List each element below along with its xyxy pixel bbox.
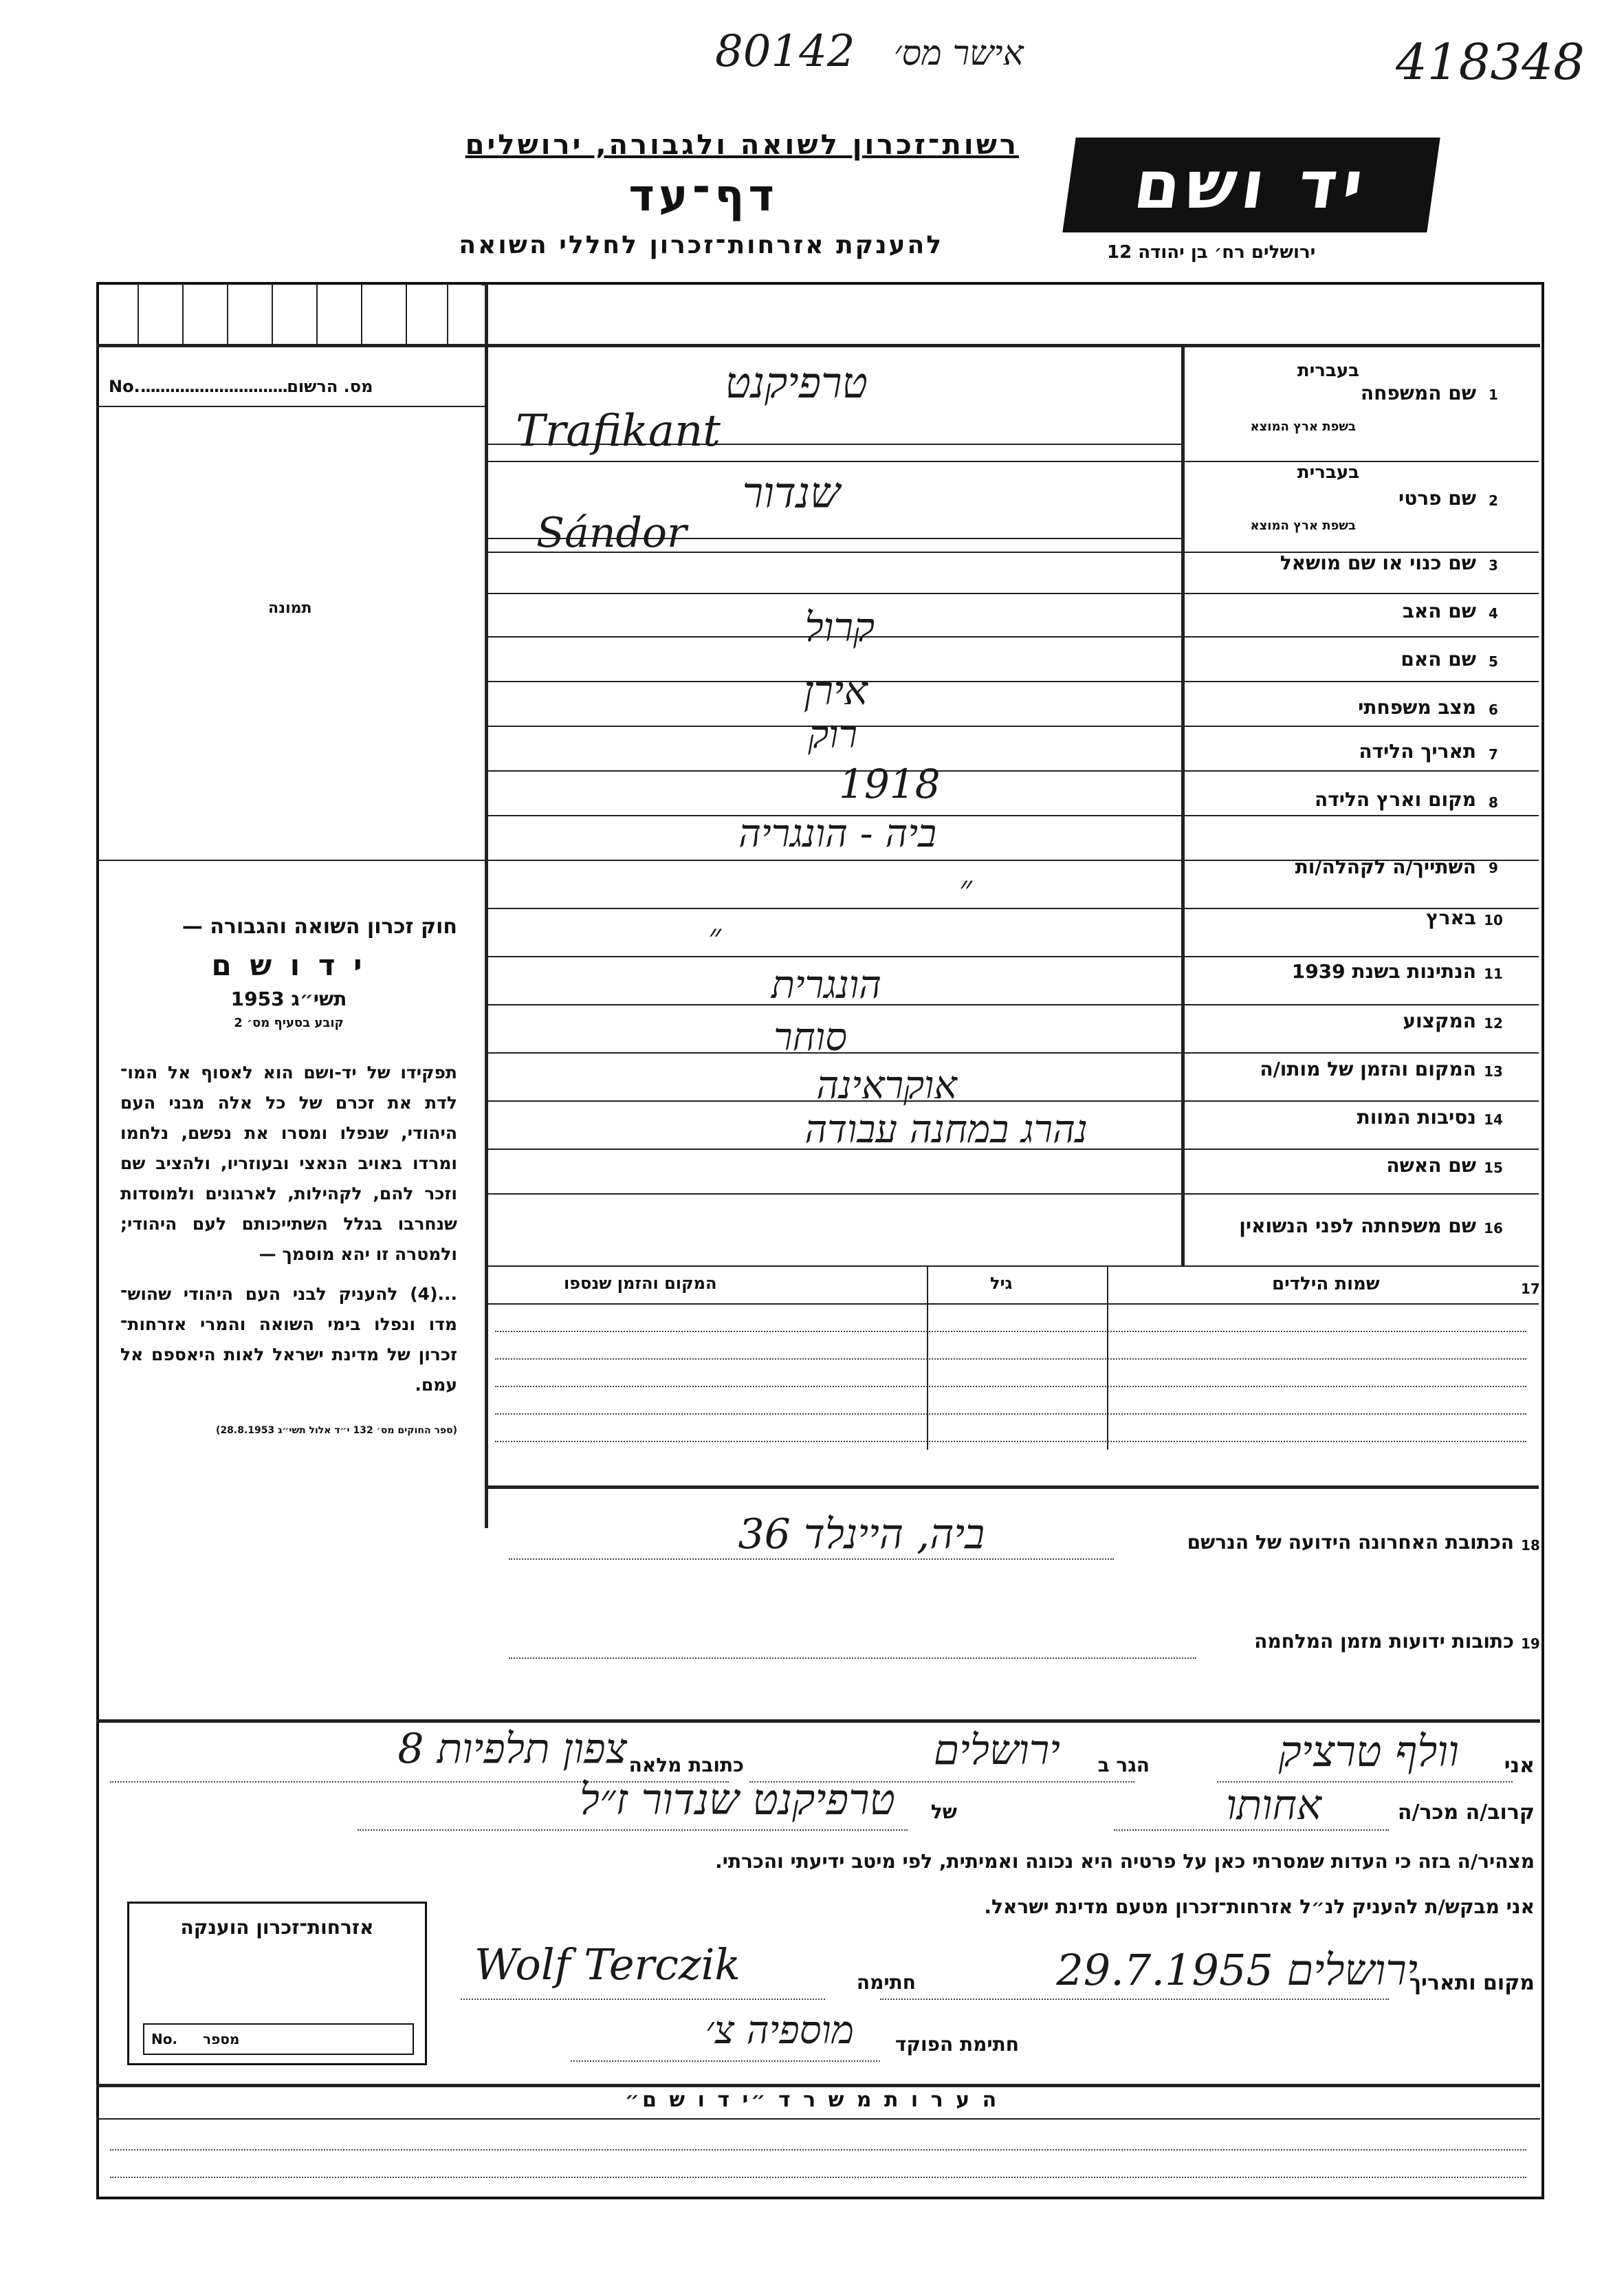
field-9-label: השתייך/ה לקהלה/ות [1295, 856, 1476, 878]
field-5-label: שם האם [1401, 648, 1476, 671]
field-12-value: סוחר [773, 1015, 847, 1060]
field-1-sub-origin: בשפת ארץ המוצא [1250, 420, 1356, 434]
field-15-num: 15 [1484, 1160, 1503, 1176]
field-2-value: שנדור [742, 468, 840, 518]
decl-of: של [930, 1800, 957, 1823]
children-col-place: המקום והזמן שנספו [564, 1274, 717, 1293]
field-8-num: 8 [1489, 794, 1498, 811]
field-16-num: 16 [1484, 1220, 1503, 1237]
field-9-value: ״ [959, 868, 972, 908]
children-col-age: גיל [990, 1274, 1013, 1293]
field-13-label: המקום והזמן של מותו/ה [1260, 1058, 1476, 1080]
decl-statement-1: מצהיר/ה בזה כי העדות שמסרתי כאן על פרטיה היא נכונה ואמיתית, לפי מיטב ידיעתי והכרתי. [715, 1850, 1535, 1873]
field-4-num: 4 [1489, 605, 1498, 622]
field-14-num: 14 [1484, 1111, 1503, 1128]
field-6-value: רוק [808, 712, 857, 757]
field-4-label: שם האב [1402, 600, 1476, 622]
field-7-label: תאריך הלידה [1359, 740, 1476, 763]
decl-officer-label: חתימת הפוקד [895, 2033, 1019, 2056]
top-number-right: 418348 [1396, 33, 1585, 91]
decl-place-date: ירושלים 29.7.1955 [1056, 1945, 1418, 1995]
award-box-no-heb: מספר [203, 2031, 240, 2047]
decl-relative-label: קרוב/ה מכר/ה [1397, 1800, 1535, 1825]
reg-no-label: No. [109, 377, 140, 396]
award-box [127, 1902, 427, 2065]
top-note: אישר מס׳ [894, 33, 1024, 73]
decl-full-address-label: כתובת מלאה [628, 1754, 744, 1776]
field-3-label: שם כנוי או שם מושאל [1280, 552, 1476, 574]
field-7-value: 1918 [839, 761, 941, 807]
address-19-label: כתובות ידועות מזמן המלחמה [1254, 1630, 1514, 1653]
photo-label: תמונה [268, 600, 312, 617]
field-8-label: מקום וארץ הלידה [1315, 788, 1476, 811]
field-15-label: שם האשה [1386, 1154, 1476, 1177]
decl-city: ירושלים [933, 1726, 1060, 1774]
field-6-num: 6 [1489, 701, 1498, 718]
decl-ani: אני [1504, 1754, 1535, 1778]
form-title: דף־עד [628, 171, 778, 221]
field-14-label: נסיבות המוות [1357, 1106, 1476, 1129]
award-box-no-label: No. [151, 2031, 178, 2047]
address-19-num: 19 [1521, 1635, 1540, 1652]
field-9-num: 9 [1489, 860, 1498, 876]
children-num: 17 [1521, 1281, 1540, 1297]
logo-address: ירושלים רח׳ בן יהודה 12 [1107, 242, 1316, 263]
law-source: (ספר החוקים מס׳ 132 י״ד אלול תשי״ג 28.8.1953) [216, 1425, 457, 1436]
field-6-label: מצב משפחתי [1358, 696, 1476, 719]
field-4-value: קרול [804, 604, 875, 651]
decl-relation: אחותו [1226, 1781, 1321, 1829]
field-11-label: הנתינות בשנת 1939 [1291, 960, 1476, 983]
award-box-number [143, 2023, 414, 2055]
law-text-1: תפקידו של יד-ושם הוא לאסוף אל המו־ לדת את זכרם של כל אלה מבני העם היהודי, שנפלו ומסרו את נפשם, נלחמו ומרדו באויב הנאצי ובעוזריו, ולהציב שם וזכר להם, לקהילות, לארגונים ולמוסדות שנחרבו בגלל השתייכותם לעם היהודי; ולמטרה זו יהא מוסמך — [120, 1063, 457, 1264]
decl-resides: הגר ב [1097, 1754, 1150, 1776]
field-1-value: טרפיקנט [725, 358, 868, 408]
decl-place-date-label: מקום ותאריך [1409, 1971, 1535, 1995]
decl-officer: מוספיה צ׳ [705, 2008, 854, 2053]
top-number-left: 80142 [715, 26, 855, 77]
field-2-value-latin: Sándor [536, 509, 687, 557]
org-line: רשות־זכרון לשואה ולגבורה, ירושלים [465, 129, 1019, 161]
field-2-sub-hebrew: בעברית [1297, 462, 1359, 483]
field-5-num: 5 [1489, 653, 1498, 670]
field-13-num: 13 [1484, 1063, 1503, 1080]
field-8-value: ביה - הונגריה [738, 812, 936, 856]
decl-full-address: צפון תלפיות 8 [397, 1725, 627, 1773]
field-2-num: 2 [1489, 492, 1498, 509]
field-1-num: 1 [1489, 387, 1498, 403]
field-5-value: אירן [803, 667, 868, 714]
decl-signature: Wolf Terczik [474, 1939, 740, 1990]
award-box-title: אזרחות־זכרון הוענקה [180, 1916, 374, 1939]
decl-statement-2: אני מבקש/ת להעניק לנ״ל אזרחות־זכרון מטעם מדינת ישראל. [984, 1895, 1535, 1918]
field-10-label: בארץ [1426, 906, 1476, 929]
field-12-label: המקצוע [1403, 1010, 1476, 1032]
field-14-value: נהרג במחנה עבודה [804, 1107, 1088, 1152]
decl-signature-label: חתימה [856, 1971, 916, 1994]
law-clause: קובע בסעיף מס׳ 2 [234, 1016, 344, 1030]
field-7-num: 7 [1489, 746, 1498, 763]
field-1-label: שם המשפחה [1360, 382, 1476, 404]
field-1-value-latin: Trafikant [516, 406, 721, 457]
registration-number: No...............................מס. הרשום [109, 377, 373, 396]
form-subtitle: להענקת אזרחות־זכרון לחללי השואה [459, 231, 943, 259]
law-name: י ד ו ש ם [211, 948, 366, 982]
law-block [120, 915, 457, 1436]
field-11-num: 11 [1484, 966, 1503, 982]
field-10-num: 10 [1484, 912, 1503, 928]
address-18-value: ביה, היינלד 36 [738, 1510, 985, 1558]
field-10-value: ״ [708, 916, 721, 956]
field-2-label: שם פרטי [1398, 487, 1476, 510]
field-2-sub-origin: בשפת ארץ המוצא [1250, 519, 1356, 533]
field-16-label: שם משפחתה לפני הנשואין [1239, 1215, 1476, 1237]
logo-text: יד ושם [1129, 146, 1374, 224]
field-1-sub-hebrew: בעברית [1297, 360, 1359, 381]
law-year: תשי״ג 1953 [230, 988, 347, 1010]
law-text-2: ...(4) להעניק לבני העם היהודי שהוש־ מדו ונפלו בימי השואה והמרי אזרחות־ זכרון של מדינת ישראל לאות היאספם אל עמם. [120, 1284, 457, 1395]
address-18-num: 18 [1521, 1537, 1540, 1554]
field-13-value: אוקראינה [816, 1063, 957, 1108]
yad-vashem-logo [1062, 138, 1440, 232]
field-11-value: הונגרית [771, 963, 881, 1008]
field-3-num: 3 [1489, 557, 1498, 574]
reg-no-heb: מס. הרשום [287, 377, 373, 396]
decl-name: וולף טרציק [1278, 1726, 1459, 1776]
field-12-num: 12 [1484, 1015, 1503, 1032]
address-18-label: הכתובת האחרונה הידועה של הנרשם [1187, 1531, 1514, 1554]
remarks-title: ה ע ר ו ת מ ש ר ד ״י ד ו ש ם״ [624, 2088, 1000, 2112]
decl-of-name: טרפיקנט שנדור ז״ל [579, 1774, 895, 1825]
law-title: חוק זכרון השואה והגבורה — [182, 915, 457, 939]
children-col-names: שמות הילדים [1272, 1274, 1380, 1294]
